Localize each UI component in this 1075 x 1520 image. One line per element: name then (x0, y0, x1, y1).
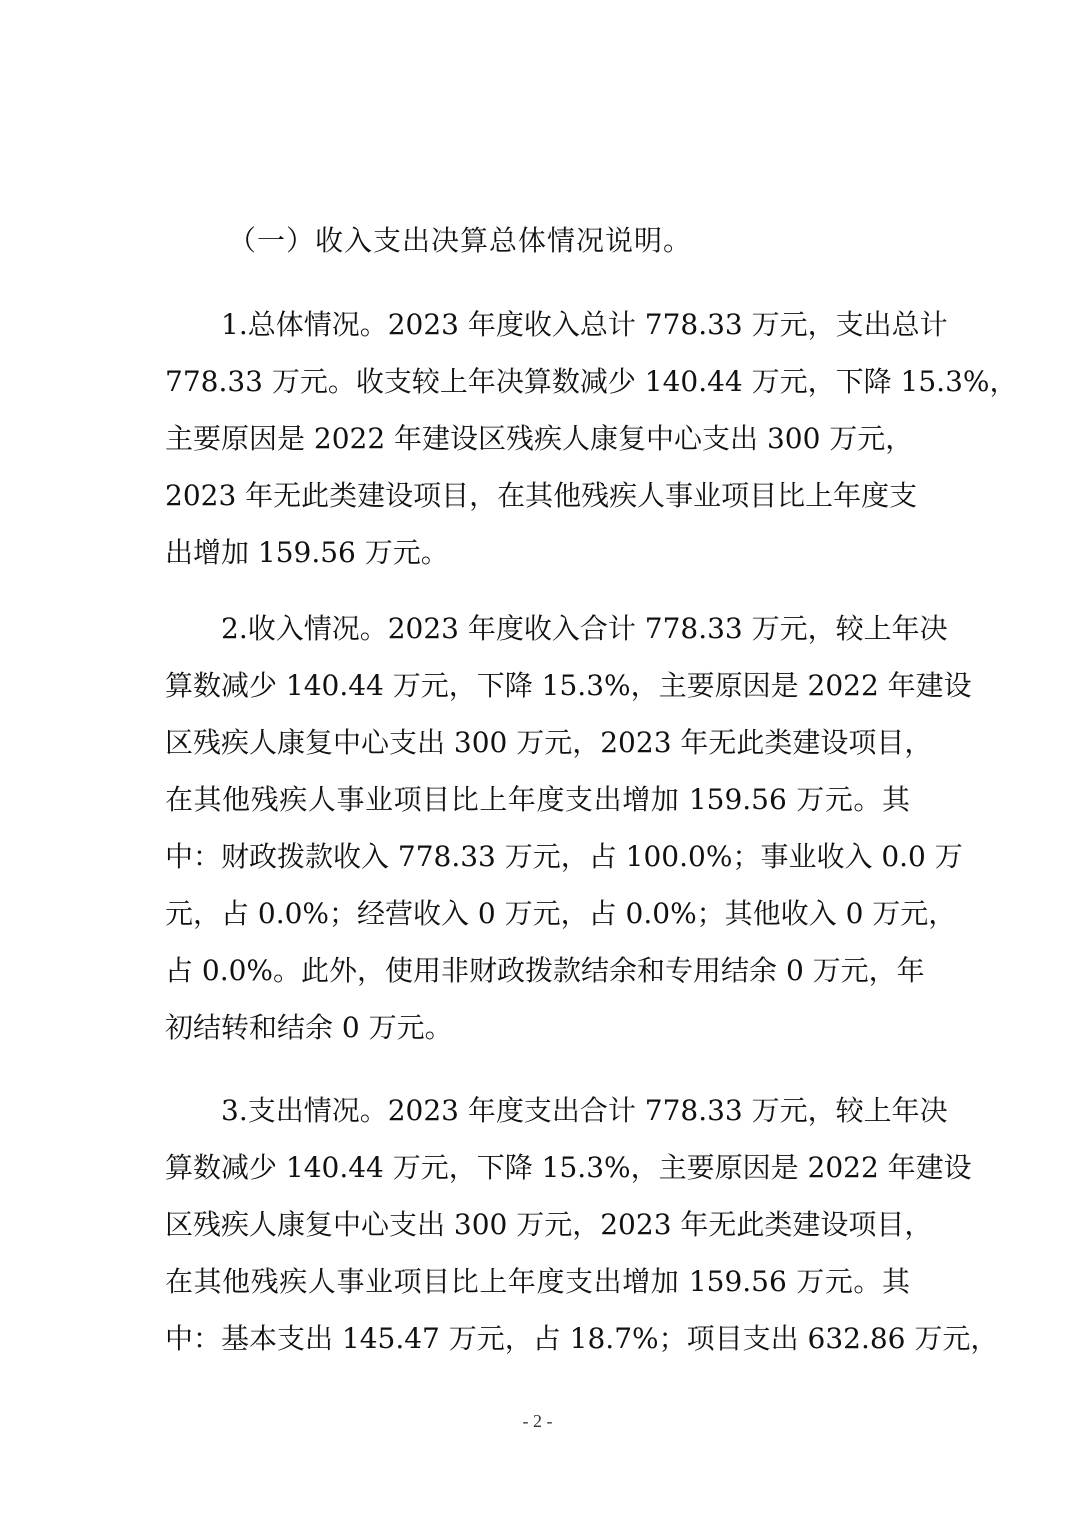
paragraph-overall (165, 296, 1018, 581)
paragraph-line: 在其他残疾人事业项目比上年度支出增加 159.56 万元。其 (165, 783, 910, 816)
paragraph-line: 算数减少 140.44 万元，下降 15.3%，主要原因是 2022 年建设 (165, 1151, 972, 1184)
paragraph-line: 1.总体情况。2023 年度收入总计 778.33 万元，支出总计 (221, 308, 948, 341)
paragraph-line: 主要原因是 2022 年建设区残疾人康复中心支出 300 万元， (165, 422, 914, 455)
paragraph-line: 2.收入情况。2023 年度收入合计 778.33 万元，较上年决 (221, 612, 948, 645)
paragraph-expenditure (165, 1082, 999, 1367)
paragraph-line: 3.支出情况。2023 年度支出合计 778.33 万元，较上年决 (221, 1094, 948, 1127)
paragraph-line: 区残疾人康复中心支出 300 万元，2023 年无此类建设项目， (165, 726, 933, 759)
paragraph-line: 初结转和结余 0 万元。 (165, 1011, 453, 1044)
paragraph-line: 778.33 万元。收支较上年决算数减少 140.44 万元，下降 15.3%， (165, 365, 1018, 398)
paragraph-income (165, 600, 972, 1056)
paragraph-line: 在其他残疾人事业项目比上年度支出增加 159.56 万元。其 (165, 1265, 910, 1298)
paragraph-line: 出增加 159.56 万元。 (165, 536, 449, 569)
page-number: - 2 - (522, 1411, 553, 1431)
paragraph-line: 2023 年无此类建设项目，在其他残疾人事业项目比上年度支 (165, 479, 918, 512)
section-heading: （一）收入支出决算总体情况说明。 (228, 224, 693, 257)
paragraph-line: 区残疾人康复中心支出 300 万元，2023 年无此类建设项目， (165, 1208, 933, 1241)
paragraph-line: 占 0.0%。此外，使用非财政拨款结余和专用结余 0 万元，年 (165, 954, 925, 987)
paragraph-line: 元，占 0.0%；经营收入 0 万元，占 0.0%；其他收入 0 万元， (165, 897, 957, 930)
paragraph-line: 算数减少 140.44 万元，下降 15.3%，主要原因是 2022 年建设 (165, 669, 972, 702)
paragraph-line: 中：财政拨款收入 778.33 万元，占 100.0%；事业收入 0.0 万 (165, 840, 963, 873)
paragraph-line: 中：基本支出 145.47 万元，占 18.7%；项目支出 632.86 万元， (165, 1322, 999, 1355)
